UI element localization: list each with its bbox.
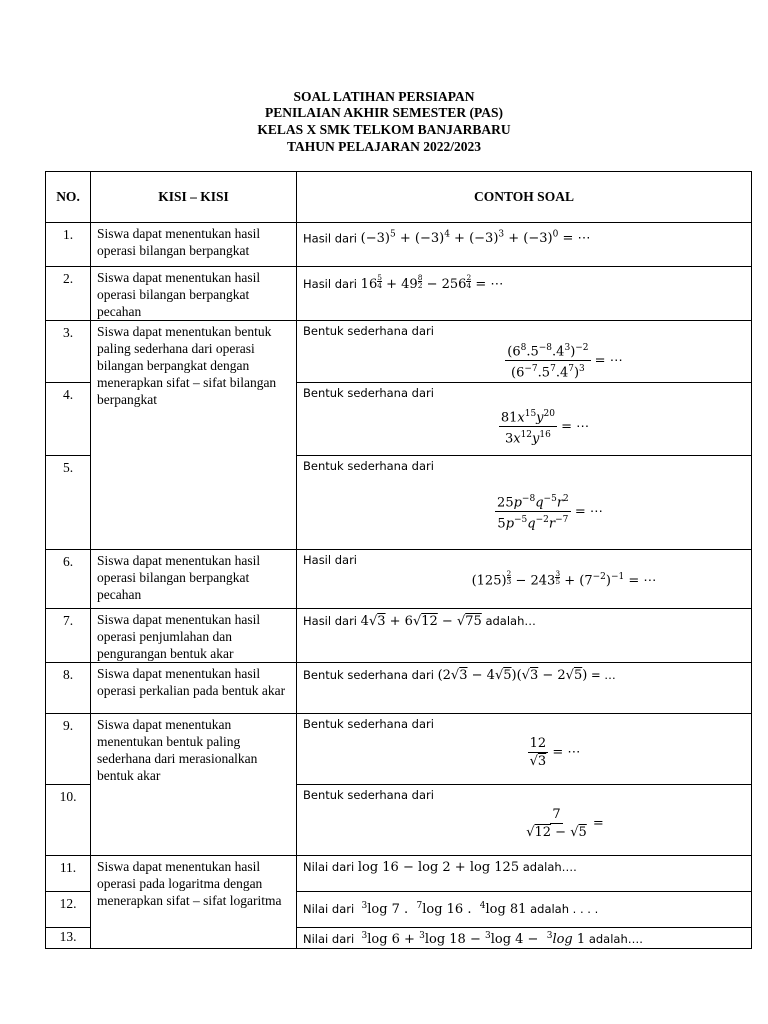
table-row: [46, 608, 752, 662]
row-number: 8.: [46, 662, 91, 713]
question-cell: [297, 549, 752, 608]
table-row: [46, 713, 752, 784]
column-header-kisi: KISI – KISI: [91, 172, 297, 223]
row-number: 2.: [46, 267, 91, 321]
math-expression: $\frac{(6^8.5^{-8}.4^3)^{-2}}{(6^{-7}.5^7.4^7)^3}$ = ⋯: [303, 340, 745, 382]
question-cell: [297, 855, 752, 891]
math-expression: 4√3 + 6√12 − √75: [360, 613, 482, 629]
question-suffix: = …: [590, 667, 616, 682]
table-row: [46, 267, 752, 321]
question-prefix: Bentuk sederhana dari: [303, 787, 434, 802]
math-expression: $(-3)^5 + (-3)^4 + (-3)^3 + (-3)^0$ = ⋯: [360, 230, 591, 247]
row-number: 3.: [46, 321, 91, 383]
math-expression: (125) $^{\frac{2}{3}}$ − 243 $^{\frac{3}{5}}$ + $(7^{-2})^{-1}$ = ⋯: [471, 568, 657, 588]
math-expression: $\frac{7}{√12 - √5}$ =: [526, 806, 604, 840]
question-cell: [297, 223, 752, 267]
row-number: 4.: [46, 382, 91, 455]
question-cell: [297, 321, 752, 383]
column-header-no: NO.: [46, 172, 91, 223]
question-cell: [297, 455, 752, 549]
table-header-row: [46, 172, 752, 223]
row-number: 11.: [46, 855, 91, 891]
question-suffix: adalah….: [588, 931, 643, 946]
row-number: 5.: [46, 455, 91, 549]
question-cell: [297, 784, 752, 855]
question-suffix: adalah…: [485, 613, 536, 628]
row-number: 10.: [46, 784, 91, 855]
row-number: 6.: [46, 549, 91, 608]
question-cell: [297, 927, 752, 948]
math-expression: $\frac{25p^{-8}q^{-5}r^2}{5p^{-5}q^{-2}r^{-7}}$ = ⋯: [303, 475, 745, 533]
question-cell: [297, 382, 752, 455]
math-expression: 16 $^{\frac{5}{4}}$ + 49 $^{\frac{8}{2}}$ − 256 $^{\frac{2}{4}}$ = ⋯: [360, 273, 504, 292]
column-header-soal: CONTOH SOAL: [297, 172, 752, 223]
math-expression: log 16 − log 2 + log 125: [357, 859, 520, 875]
kisi-cell: Siswa dapat menentukan hasil operasi bilangan berpangkat pecahan: [91, 267, 297, 321]
question-prefix: Hasil dari: [303, 277, 358, 291]
row-number: 7.: [46, 608, 91, 662]
doc-title-line-2: PENILAIAN AKHIR SEMESTER (PAS): [265, 105, 503, 120]
question-cell: [297, 662, 752, 713]
row-number: 9.: [46, 713, 91, 784]
table-row: [46, 855, 752, 891]
kisi-cell: Siswa dapat menentukan hasil operasi bilangan berpangkat: [91, 223, 297, 267]
question-cell: [297, 608, 752, 662]
math-expression: (2√3 − 4√5)(√3 − 2√5): [437, 667, 588, 683]
question-prefix: Nilai dari: [303, 859, 355, 874]
question-suffix: adalah….: [522, 859, 577, 874]
question-cell: [297, 713, 752, 784]
kisi-cell: Siswa dapat menentukan hasil operasi penjumlahan dan pengurangan bentuk akar: [91, 608, 297, 662]
math-expression: $\frac{12}{√3}$ = ⋯: [529, 735, 581, 769]
question-prefix: Bentuk sederhana dari: [303, 667, 434, 682]
questions-table: [45, 171, 752, 949]
doc-title-line-4: TAHUN PELAJARAN 2022/2023: [286, 139, 481, 154]
kisi-cell: Siswa dapat menentukan hasil operasi pada logaritma dengan menerapkan sifat – sifat logaritma: [91, 855, 297, 948]
table-row: [46, 549, 752, 608]
doc-title-line-1: SOAL LATIHAN PERSIAPAN: [293, 89, 475, 104]
kisi-cell: Siswa dapat menentukan bentuk paling sederhana dari operasi bilangan berpangkat dengan menerapkan sifat – sifat bilangan berpangkat: [91, 321, 297, 550]
question-prefix: Nilai dari: [303, 931, 355, 946]
kisi-cell: Siswa dapat menentukan hasil operasi perkalian pada bentuk akar: [91, 662, 297, 713]
math-expression: $\frac{81x^{15}y^{20}}{3x^{12}y^{16}}$ = ⋯: [303, 402, 745, 448]
table-row: [46, 321, 752, 383]
question-prefix: Hasil dari: [303, 613, 358, 628]
question-prefix: Hasil dari: [303, 231, 358, 246]
question-prefix: Bentuk sederhana dari: [303, 324, 434, 338]
math-expression: $^3$log 7 . $^7$log 16 . $^4$log 81: [361, 900, 527, 917]
row-number: 1.: [46, 223, 91, 267]
question-prefix: Bentuk sederhana dari: [303, 385, 434, 400]
table-row: [46, 662, 752, 713]
question-prefix: Hasil dari: [303, 552, 358, 567]
kisi-cell: Siswa dapat menentukan hasil operasi bilangan berpangkat pecahan: [91, 549, 297, 608]
doc-title-line-3: KELAS X SMK TELKOM BANJARBARU: [257, 122, 511, 137]
row-number: 12.: [46, 891, 91, 927]
question-cell: [297, 267, 752, 321]
row-number: 13.: [46, 927, 91, 948]
question-prefix: Bentuk sederhana dari: [303, 458, 434, 473]
question-prefix: Bentuk sederhana dari: [303, 716, 434, 731]
question-cell: [297, 891, 752, 927]
table-row: [46, 223, 752, 267]
kisi-cell: Siswa dapat menentukan menentukan bentuk paling sederhana dari merasionalkan bentuk akar: [91, 713, 297, 855]
question-prefix: Nilai dari: [303, 901, 355, 916]
question-suffix: adalah . . . .: [530, 901, 599, 916]
math-expression: $^3$log 6 + $^3$log 18 − $^3$log 4 − $^3$log 1: [361, 930, 586, 947]
